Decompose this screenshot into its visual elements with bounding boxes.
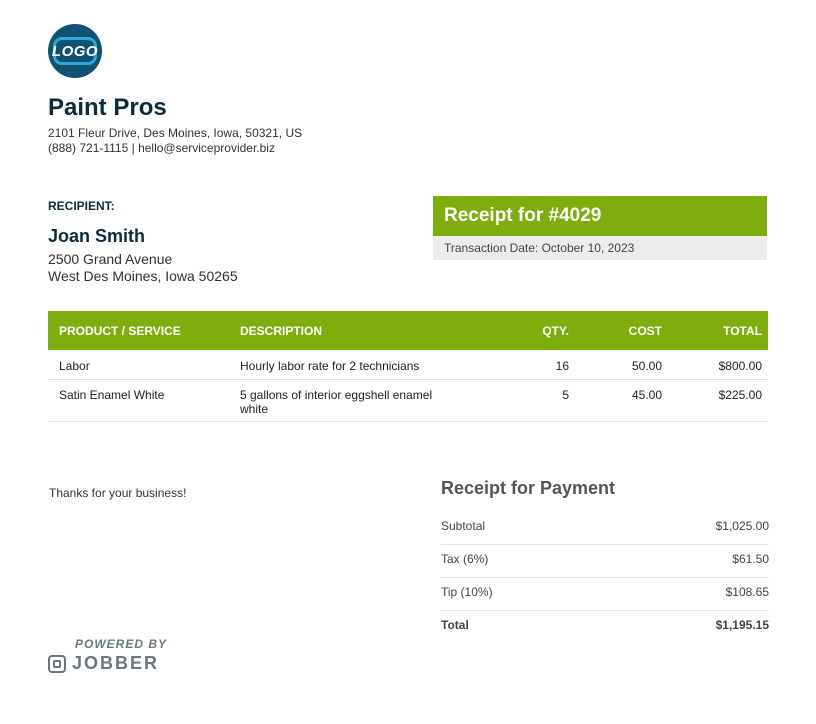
receipt-header-box [433, 196, 767, 260]
summary-row-subtotal [441, 512, 769, 545]
payment-summary [441, 478, 769, 643]
powered-by-label: POWERED BY [75, 637, 168, 651]
summary-title: Receipt for Payment [441, 478, 616, 498]
header-cost: COST [628, 324, 662, 338]
receipt-title: Receipt for #4029 [433, 196, 767, 236]
jobber-logo-icon [48, 655, 66, 673]
table-row [48, 380, 768, 422]
logo-text: LOGO [53, 37, 97, 65]
summary-row-tax [441, 545, 769, 578]
company-address: 2101 Fleur Drive, Des Moines, Iowa, 50321, US [48, 126, 303, 140]
summary-row-tip [441, 578, 769, 611]
jobber-brand [48, 653, 159, 674]
line-items-table [48, 311, 768, 422]
row-cost: 45.00 [631, 388, 662, 402]
summary-value: $1,025.00 [715, 519, 769, 533]
header-product: PRODUCT / SERVICE [59, 324, 181, 338]
summary-value: $108.65 [725, 585, 769, 599]
row-cost: 50.00 [631, 359, 662, 373]
summary-label: Subtotal [441, 519, 486, 533]
row-total: $800.00 [718, 359, 762, 373]
thanks-note: Thanks for your business! [49, 486, 187, 500]
row-product: Labor [59, 359, 90, 373]
summary-row-total [441, 611, 769, 643]
header-total: TOTAL [723, 324, 762, 338]
recipient-label: RECIPIENT: [48, 199, 115, 213]
row-description: Hourly labor rate for 2 technicians [240, 359, 420, 373]
summary-label: Tax (6%) [441, 552, 489, 566]
row-total: $225.00 [718, 388, 762, 402]
summary-label: Total [441, 618, 469, 632]
recipient-address-line2: West Des Moines, Iowa 50265 [48, 268, 238, 284]
recipient-name: Joan Smith [48, 226, 146, 246]
summary-value: $1,195.15 [715, 618, 769, 632]
table-row [48, 350, 768, 380]
row-qty: 16 [555, 359, 569, 373]
row-product: Satin Enamel White [59, 388, 165, 402]
header-qty: QTY. [542, 324, 569, 338]
row-description: 5 gallons of interior eggshell enamel white [240, 388, 433, 416]
table-header [48, 311, 768, 350]
recipient-address-line1: 2500 Grand Avenue [48, 251, 173, 267]
transaction-date: Transaction Date: October 10, 2023 [433, 236, 767, 260]
header-description: DESCRIPTION [240, 324, 323, 338]
jobber-wordmark: JOBBER [72, 653, 160, 673]
company-logo [48, 24, 102, 78]
company-name: Paint Pros [48, 94, 167, 121]
company-contact: (888) 721-1115 | hello@serviceprovider.biz [48, 141, 275, 155]
summary-label: Tip (10%) [441, 585, 493, 599]
summary-value: $61.50 [732, 552, 769, 566]
row-qty: 5 [562, 388, 569, 402]
